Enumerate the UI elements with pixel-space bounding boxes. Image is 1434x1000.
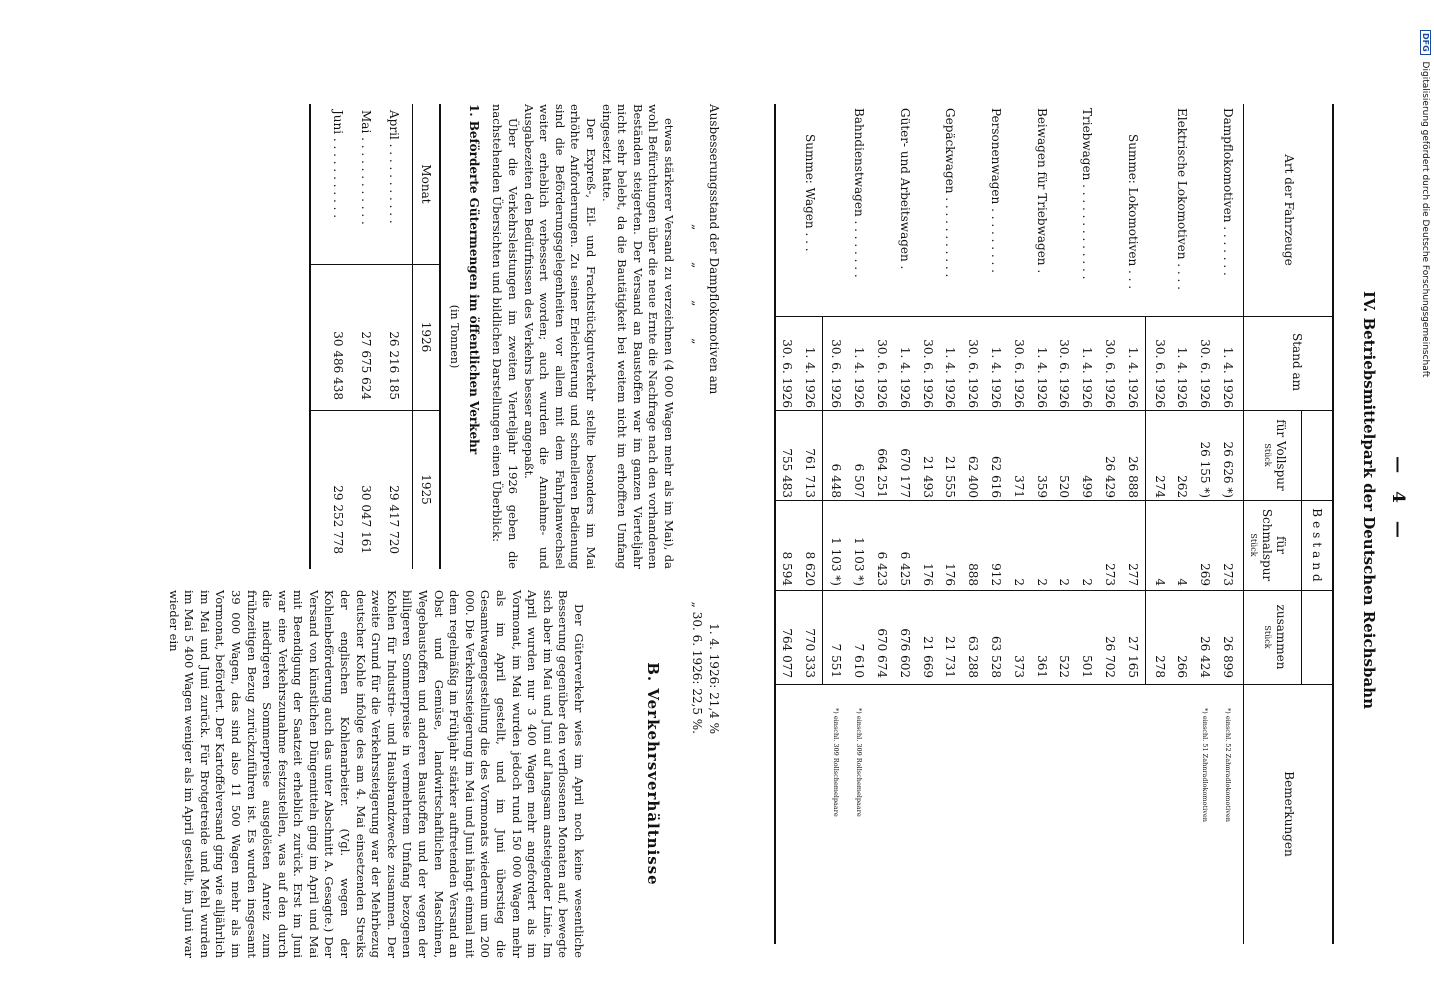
zusammen-count: 501 <box>1080 655 1095 678</box>
schmalspur-count: 2 <box>1080 578 1095 586</box>
vollspur-count: 26 626 *) <box>1221 441 1235 498</box>
vehicle-row <box>802 104 818 944</box>
subsection-unit: (in Tonnen) <box>448 304 462 369</box>
stand-date: 30. 6. 1926 <box>920 339 935 408</box>
vollspur-count: 761 713 <box>802 448 817 498</box>
goods-header-1926: 1926 <box>412 264 439 410</box>
schmalspur-count: 8 620 <box>802 551 817 586</box>
goods-1925-value: 29 417 720 <box>386 485 401 554</box>
repair-status-value-2: „ 30. 6. 1926: 22,5 %. <box>690 601 704 734</box>
vehicle-row <box>1079 104 1095 944</box>
left-column <box>309 104 676 569</box>
schmalspur-count: 277 <box>1125 563 1140 586</box>
schmalspur-count: 1 103 *) <box>829 537 844 586</box>
vollspur-count: 21 493 <box>920 456 935 498</box>
zusammen-count: 764 077 <box>779 628 794 678</box>
goods-month: April . . . . . . . . . . . <box>386 110 401 224</box>
vehicle-stock-table <box>774 104 1334 944</box>
schmalspur-count: 2 <box>1057 578 1072 586</box>
vehicle-type: Güter- und Arbeitswagen . <box>897 108 912 270</box>
zusammen-count: 266 <box>1175 655 1190 678</box>
stand-date: 30. 6. 1926 <box>829 339 844 408</box>
stand-date: 1. 4. 1926 <box>1034 346 1049 408</box>
vehicle-type: Bahndienstwagen . . . . . . . . <box>852 108 867 278</box>
vollspur-count: 6 448 <box>829 463 844 498</box>
vollspur-count: 26 888 <box>1125 456 1140 498</box>
vollspur-count: 274 <box>1152 475 1167 498</box>
section-b-title: B. Verkehrsverhältnisse <box>644 662 662 886</box>
schmalspur-count: 273 <box>1103 563 1117 586</box>
stand-date: 30. 6. 1926 <box>1103 339 1117 408</box>
vehicle-row <box>851 104 867 944</box>
stand-date: 1. 4. 1926 <box>802 346 817 408</box>
header-vollspur: für Vollspur Stück <box>1263 419 1288 491</box>
zusammen-count: 63 288 <box>966 636 981 678</box>
text-paragraph-r2: Der Expreß-, Eil- und Frachtstückgutverkehr stellte besonders im Mai erhöhte Anforderungen. Zu seiner Erleichterung und schnelleren Bedienung sind die Beförderungsgelegenheiten vor allem mit dem Fahrplanwechsel weiter erheblich verbessert worden; auch wurden die Annahme- und Ausgabezeiten den Bedürfnissen des Verkehrs besser angepaßt. <box>521 104 599 569</box>
vollspur-count: 21 555 <box>943 456 958 498</box>
remark: *) einschl. 309 Rollschemelpaare <box>832 708 841 817</box>
goods-1926-value: 30 486 438 <box>330 331 345 400</box>
zusammen-count: 26 424 <box>1198 636 1213 678</box>
zusammen-count: 522 <box>1057 655 1072 678</box>
zusammen-count: 278 <box>1152 655 1167 678</box>
vollspur-count: 62 616 <box>989 456 1003 498</box>
right-column <box>165 590 586 958</box>
vehicle-type: Triebwagen . . . . . . . . . . . . . <box>1080 108 1095 280</box>
stand-date: 1. 4. 1926 <box>897 346 912 408</box>
vehicle-row <box>1056 104 1072 944</box>
zusammen-count: 21 731 <box>943 636 958 678</box>
vollspur-count: 670 177 <box>897 448 912 498</box>
stand-date: 30. 6. 1926 <box>779 339 794 408</box>
section-iv-title: IV. Betriebsmittelpark der Deutschen Reichsbahn <box>1360 290 1378 709</box>
goods-month: Mai . . . . . . . . . . . . <box>358 110 373 225</box>
header-bemerkungen: Bemerkungen <box>1282 771 1296 857</box>
vehicle-type: Summe: Wagen . . . <box>802 134 817 252</box>
vehicle-row <box>1102 104 1118 944</box>
schmalspur-count: 8 594 <box>779 551 794 586</box>
schmalspur-count: 1 103 *) <box>852 537 867 586</box>
schmalspur-count: 4 <box>1175 578 1190 586</box>
zusammen-count: 26 702 <box>1103 636 1117 678</box>
vehicle-row <box>1011 104 1027 944</box>
vehicle-type: Gepäckwagen . . . . . . . . . . . <box>943 108 958 278</box>
schmalspur-count: 888 <box>966 563 981 586</box>
goods-1925-value: 30 047 161 <box>358 485 373 554</box>
zusammen-count: 27 165 <box>1125 636 1140 678</box>
vollspur-count: 262 <box>1175 475 1190 498</box>
schmalspur-count: 269 <box>1198 563 1213 586</box>
goods-1926-value: 26 216 185 <box>386 331 401 400</box>
vollspur-count: 755 483 <box>779 448 794 498</box>
vehicle-row <box>1174 104 1190 944</box>
header-zusammen: zusammen Stück <box>1263 604 1288 670</box>
goods-row <box>357 104 375 569</box>
stand-date: 30. 6. 1926 <box>1057 339 1072 408</box>
zusammen-count: 373 <box>1011 655 1026 678</box>
stand-date: 30. 6. 1926 <box>875 339 889 408</box>
vollspur-count: 26 155 *) <box>1198 441 1213 498</box>
stand-date: 30. 6. 1926 <box>1198 339 1213 408</box>
vehicle-row <box>874 104 890 944</box>
vollspur-count: 520 <box>1057 475 1072 498</box>
goods-header-1925: 1925 <box>412 410 439 569</box>
goods-row <box>329 104 347 569</box>
schmalspur-count: 6 423 <box>875 551 889 586</box>
header-stand: Stand am <box>1290 333 1304 391</box>
schmalspur-count: 912 <box>989 563 1003 586</box>
remark: *) einschl. 52 Zahnradlokomotiven <box>1224 708 1232 822</box>
vehicle-row <box>1197 104 1213 944</box>
credit-text: Digitalisierung gefördert durch die Deutsche Forschungsgemeinschaft <box>1420 61 1430 378</box>
goods-1925-value: 29 252 778 <box>330 485 345 554</box>
goods-header-month: Monat <box>412 104 439 264</box>
vehicle-row <box>942 104 958 944</box>
vehicle-row <box>965 104 981 944</box>
stand-date: 1. 4. 1926 <box>852 346 867 408</box>
vollspur-count: 371 <box>1011 475 1026 498</box>
vollspur-count: 6 507 <box>852 463 867 498</box>
schmalspur-count: 2 <box>1011 578 1026 586</box>
goods-table <box>309 104 441 569</box>
stand-date: 1. 4. 1926 <box>1080 346 1095 408</box>
vehicle-type: Elektrische Lokomotiven . . . . <box>1175 108 1190 290</box>
vehicle-type: Beiwagen für Triebwagen . <box>1034 108 1049 274</box>
vollspur-count: 499 <box>1080 475 1095 498</box>
schmalspur-count: 6 425 <box>897 551 912 586</box>
zusammen-count: 676 602 <box>897 628 912 678</box>
vollspur-count: 62 400 <box>966 456 981 498</box>
vollspur-count: 664 251 <box>875 448 889 498</box>
digitization-credit <box>1417 0 1431 1000</box>
header-bestand: Bestand <box>1310 508 1324 586</box>
zusammen-count: 7 551 <box>829 643 844 678</box>
stand-date: 1. 4. 1926 <box>1175 346 1190 408</box>
stand-date: 30. 6. 1926 <box>1011 339 1026 408</box>
vehicle-row <box>779 104 795 944</box>
text-paragraph-b1: Der Güterverkehr wies im April noch keine wesentliche Besserung gegenüber den verflossenen Monaten auf, bewegte sich aber im Mai und Juni auf langsam ansteigender Linie. Im April wurden nur 3 400 Wagen mehr angefordert als im Vormonat, im Mai wurden jedoch rund 150 000 Wagen mehr als im April gestellt, und im Juni überstieg die Gesamtwagengestellung die des Vormonats wiederum um 200 000. Die Verkehrssteigerung im Mai und Juni hängt einmal mit dem regelmäßig im Frühjahr stärker auftretenden Versand an Obst und Gemüse, landwirtschaftlichen Maschinen, Wegebaustoffen und anderen Baustoffen und der wegen der billigeren Sommerpreise in vermehrtem Umfang bezogenen Kohlen für Industrie- und Hausbrandzwecke zusammen. Der zweite Grund für die Verkehrssteigerung war der Mehrbezug deutscher Kohle infolge des am 4. Mai einsetzenden Streiks der englischen Kohlenarbeiter. (Vgl. wegen der Kohlenbeförderung auch das unter Abschnitt A. Gesagte.) Der Versand von künstlichen Düngemitteln ging im April und Mai mit Beendigung der Saatzeit erheblich zurück. Erst im Juni war eine Verkehrszunahme festzustellen, was auf den durch die niedrigeren Sommerpreise ausgelösten Anreiz zum frühzeitigen Bezug zurückzuführen ist. Es wurden insgesamt 39 000 Wagen, das sind also 11 500 Wagen mehr als im Vormonat, befördert. Der Kartoffelversand ging wie alljährlich im Mai und Juni zurück. Für Brotgetreide und Mehl wurden im Mai 5 400 Wagen weniger als im April gestellt, im Juni war wieder ein <box>166 590 586 958</box>
header-schmalspur: für Schmalspur Stück <box>1249 508 1288 582</box>
vehicle-row <box>1220 104 1236 944</box>
vollspur-count: 26 429 <box>1103 456 1117 498</box>
goods-row <box>385 104 403 569</box>
vehicle-row <box>988 104 1004 944</box>
zusammen-count: 361 <box>1034 655 1049 678</box>
vehicle-type: Dampflokomotiven . . . . . . . <box>1221 108 1235 276</box>
zusammen-count: 670 674 <box>875 628 889 678</box>
page-number: — 4 — <box>1388 456 1408 544</box>
subsection-title: 1. Beförderte Gütermengen im öffentlichen Verkehr <box>466 104 481 455</box>
vollspur-count: 359 <box>1034 475 1049 498</box>
text-paragraph-r1: etwas stärkerer Versand zu verzeichnen (4 000 Wagen mehr als im Mai), da wohl Befürchtungen über die neue Ernte die Nachfrage nach den vorhandenen Beständen steigerten. Der Versand an Baustoffen war im ganzen Vierteljahr nicht sehr belebt, da die Bautätigkeit bei weitem nicht im erhofften Umfang eingesetzt hatte. <box>599 104 676 569</box>
repair-status <box>688 104 722 944</box>
vehicle-row <box>920 104 936 944</box>
repair-status-label-2: „ „ „ „ <box>690 224 704 359</box>
repair-status-label-1: Ausbesserungsstand der Dampflokomotiven am <box>707 104 721 395</box>
goods-1926-value: 27 675 624 <box>358 331 373 400</box>
stand-date: 1. 4. 1926 <box>1125 346 1140 408</box>
vehicle-type: Summe: Lokomotiven . . . <box>1125 134 1140 290</box>
vehicle-row <box>1034 104 1050 944</box>
remark: *) einschl. 51 Zahnradlokomotiven <box>1201 708 1210 822</box>
zusammen-count: 21 669 <box>920 636 935 678</box>
header-art: Art der Fahrzeuge <box>1282 154 1296 266</box>
vehicle-row <box>828 104 844 944</box>
schmalspur-count: 2 <box>1034 578 1049 586</box>
stand-date: 1. 4. 1926 <box>989 346 1003 408</box>
schmalspur-count: 4 <box>1152 578 1167 586</box>
zusammen-count: 26 899 <box>1221 636 1235 678</box>
vehicle-row <box>1125 104 1141 944</box>
vehicle-row <box>1152 104 1168 944</box>
text-paragraph-r3: Über die Verkehrsleistungen im zweiten Vierteljahr 1926 geben die nachstehenden Übersichten und bildlichen Darstellungen einen Überblick: <box>490 104 521 569</box>
vehicle-type: Personenwagen . . . . . . . . . <box>989 108 1003 273</box>
remark: *) einschl. 309 Rollschemelpaare <box>855 708 864 817</box>
goods-month: Juni . . . . . . . . . . . <box>330 110 345 219</box>
dfg-logo: DFG <box>1420 30 1431 55</box>
zusammen-count: 770 333 <box>802 628 817 678</box>
stand-date: 1. 4. 1926 <box>943 346 958 408</box>
stand-date: 1. 4. 1926 <box>1221 346 1235 408</box>
vehicle-row <box>897 104 913 944</box>
zusammen-count: 7 610 <box>852 643 867 678</box>
stand-date: 30. 6. 1926 <box>1152 339 1167 408</box>
schmalspur-count: 176 <box>920 563 935 586</box>
schmalspur-count: 176 <box>943 563 958 586</box>
zusammen-count: 63 528 <box>989 636 1003 678</box>
schmalspur-count: 273 <box>1221 563 1235 586</box>
repair-status-value-1: 1. 4. 1926: 21,4 % <box>707 623 721 734</box>
stand-date: 30. 6. 1926 <box>966 339 981 408</box>
